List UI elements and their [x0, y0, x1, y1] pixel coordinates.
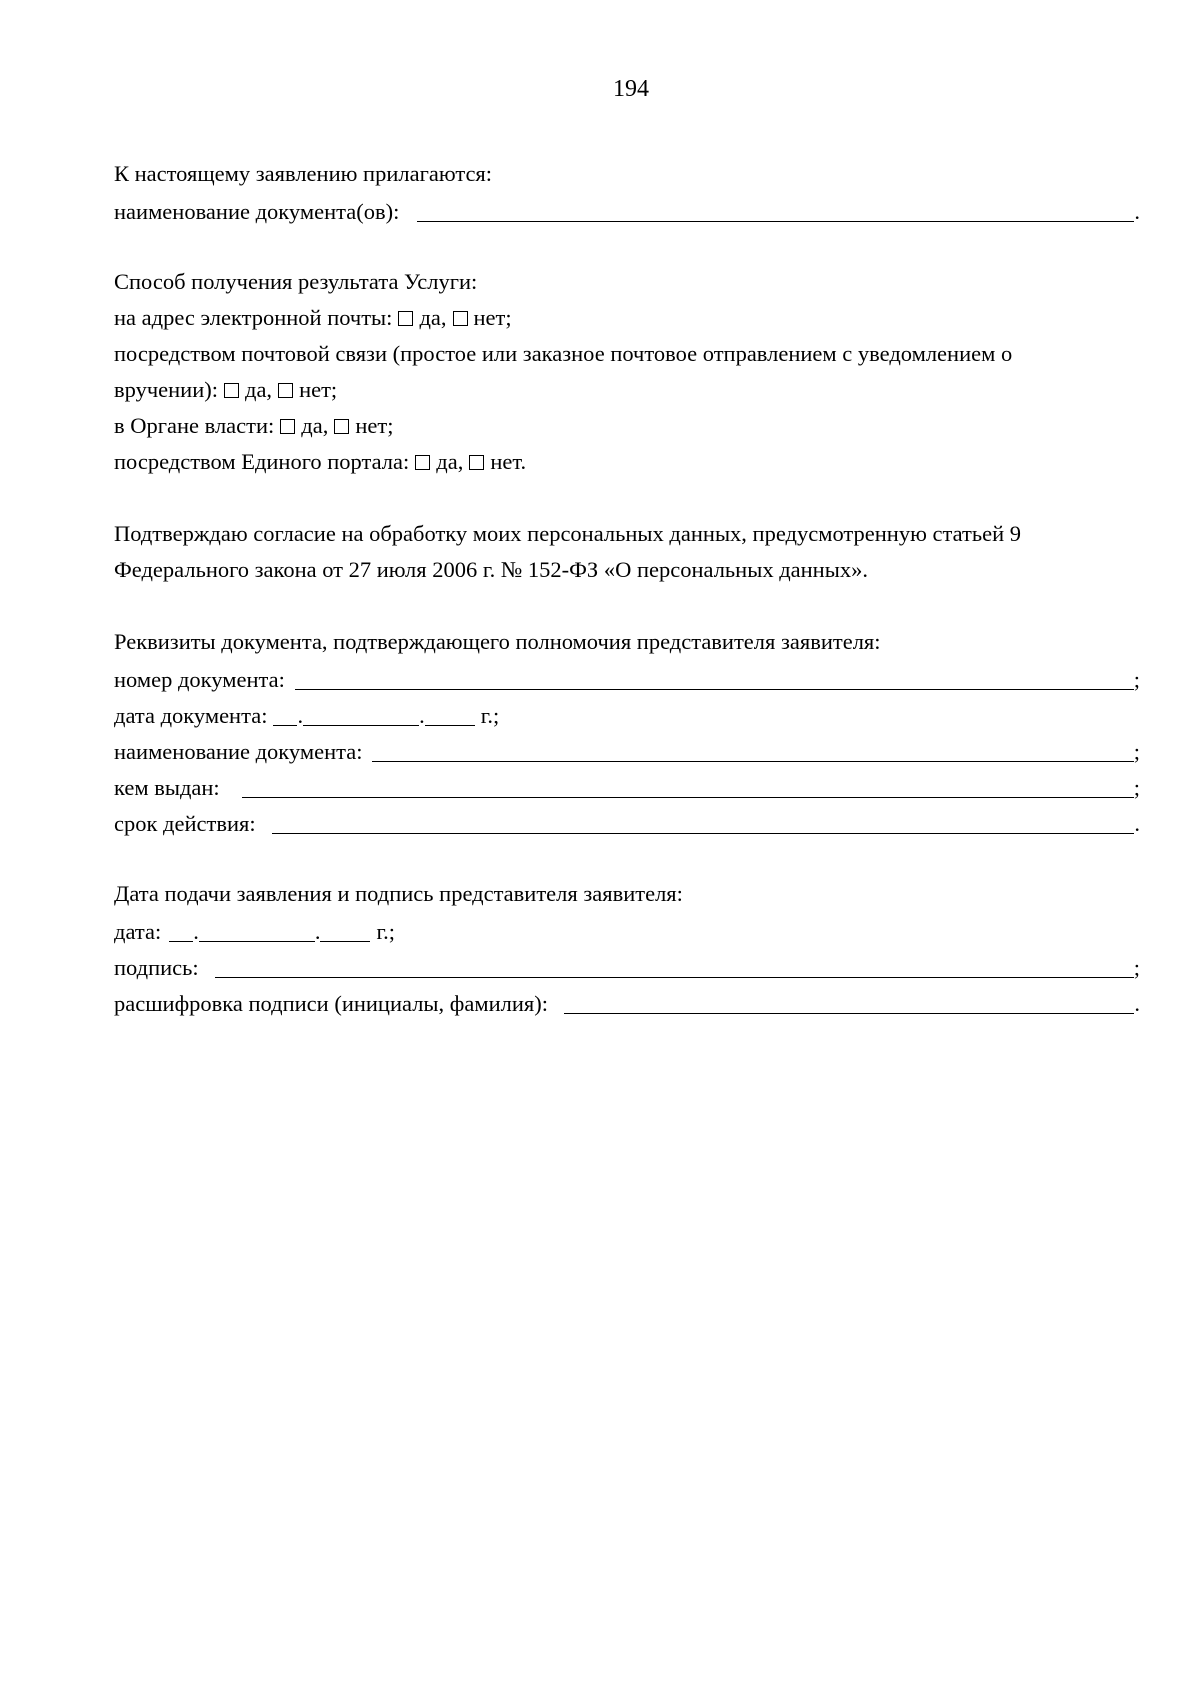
line-end-semicolon: ; — [1133, 775, 1140, 800]
consent-text-2: Федерального закона от 27 июля 2006 г. № 152-ФЗ «О персональных данных». — [114, 557, 868, 582]
line-end-dot: . — [1134, 991, 1140, 1016]
post-yes-checkbox[interactable] — [224, 383, 239, 398]
submission-date-month-field[interactable] — [199, 915, 315, 942]
receipt-email-line — [114, 300, 1140, 336]
portal-label: посредством Единого портала: — [114, 449, 410, 474]
receipt-heading-line — [114, 264, 1140, 300]
line-end-dot: . — [1134, 811, 1140, 836]
rep-doc-number-line — [114, 660, 1140, 696]
submission-date-year-field[interactable] — [320, 915, 370, 942]
yes-label: да, — [301, 413, 329, 438]
doc-name-field[interactable] — [372, 735, 1133, 762]
page-number: 194 — [613, 76, 649, 102]
no-label: нет. — [490, 449, 527, 474]
validity-field[interactable] — [272, 807, 1135, 834]
submission-date-label: дата: — [114, 919, 162, 944]
post-label-cont: вручении): — [114, 377, 218, 402]
year-suffix: г.; — [376, 919, 396, 944]
date-dot: . — [419, 703, 425, 728]
rep-doc-heading: Реквизиты документа, подтверждающего полномочия представителя заявителя: — [114, 629, 881, 654]
decoding-label: расшифровка подписи (инициалы, фамилия): — [114, 991, 549, 1016]
line-end-dot: . — [1134, 199, 1140, 224]
authority-no-checkbox[interactable] — [334, 419, 349, 434]
yes-label: да, — [245, 377, 273, 402]
doc-names-field[interactable] — [417, 195, 1134, 222]
doc-date-month-field[interactable] — [303, 699, 419, 726]
post-label: посредством почтовой связи (простое или заказное почтовое отправлением с уведомлением о — [114, 341, 1013, 366]
submission-date-day-field[interactable] — [169, 915, 193, 942]
form-content — [114, 156, 1140, 1020]
submission-decoding-line — [114, 984, 1140, 1020]
doc-name-label: наименование документа: — [114, 739, 363, 764]
date-dot: . — [297, 703, 304, 728]
doc-date-year-field[interactable] — [425, 699, 475, 726]
decoding-field[interactable] — [564, 987, 1134, 1014]
date-dot: . — [193, 919, 199, 944]
no-label: нет; — [355, 413, 394, 438]
submission-heading: Дата подачи заявления и подпись представителя заявителя: — [114, 881, 683, 906]
rep-doc-validity-line — [114, 804, 1140, 840]
doc-date-day-field[interactable] — [273, 699, 297, 726]
no-label: нет; — [299, 377, 338, 402]
no-label: нет; — [473, 305, 512, 330]
email-no-checkbox[interactable] — [453, 311, 468, 326]
attachments-heading-line — [114, 156, 1140, 192]
post-no-checkbox[interactable] — [278, 383, 293, 398]
doc-number-field[interactable] — [295, 663, 1134, 690]
rep-doc-issued-line — [114, 768, 1140, 804]
consent-line-1 — [114, 516, 1140, 552]
date-dot: . — [314, 919, 321, 944]
line-end-semicolon: ; — [1133, 667, 1140, 692]
doc-number-label: номер документа: — [114, 667, 285, 692]
authority-label: в Органе власти: — [114, 413, 275, 438]
signature-label: подпись: — [114, 955, 199, 980]
attachments-docs-line — [114, 192, 1140, 228]
attachments-heading: К настоящему заявлению прилагаются: — [114, 161, 493, 186]
receipt-portal-line — [114, 444, 1140, 480]
consent-text-1: Подтверждаю согласие на обработку моих персональных данных, предусмотренную статьей 9 — [114, 521, 1022, 546]
email-yes-checkbox[interactable] — [398, 311, 413, 326]
doc-names-label: наименование документа(ов): — [114, 199, 400, 224]
issued-by-field[interactable] — [242, 771, 1134, 798]
issued-by-label: кем выдан: — [114, 775, 220, 800]
doc-date-label: дата документа: — [114, 703, 268, 728]
rep-doc-heading-line — [114, 624, 1140, 660]
portal-yes-checkbox[interactable] — [415, 455, 430, 470]
year-suffix: г.; — [480, 703, 500, 728]
rep-doc-date-line — [114, 696, 1140, 732]
portal-no-checkbox[interactable] — [469, 455, 484, 470]
receipt-post-cont-line — [114, 372, 1140, 408]
consent-line-2 — [114, 552, 1140, 588]
submission-heading-line — [114, 876, 1140, 912]
receipt-post-line — [114, 336, 1140, 372]
submission-signature-line — [114, 948, 1140, 984]
receipt-authority-line — [114, 408, 1140, 444]
yes-label: да, — [436, 449, 464, 474]
validity-label: срок действия: — [114, 811, 256, 836]
yes-label: да, — [419, 305, 447, 330]
rep-doc-name-line — [114, 732, 1140, 768]
line-end-semicolon: ; — [1133, 739, 1140, 764]
receipt-heading: Способ получения результата Услуги: — [114, 269, 478, 294]
submission-date-line — [114, 912, 1140, 948]
line-end-semicolon: ; — [1133, 955, 1140, 980]
signature-field[interactable] — [215, 951, 1134, 978]
email-label: на адрес электронной почты: — [114, 305, 393, 330]
authority-yes-checkbox[interactable] — [280, 419, 295, 434]
